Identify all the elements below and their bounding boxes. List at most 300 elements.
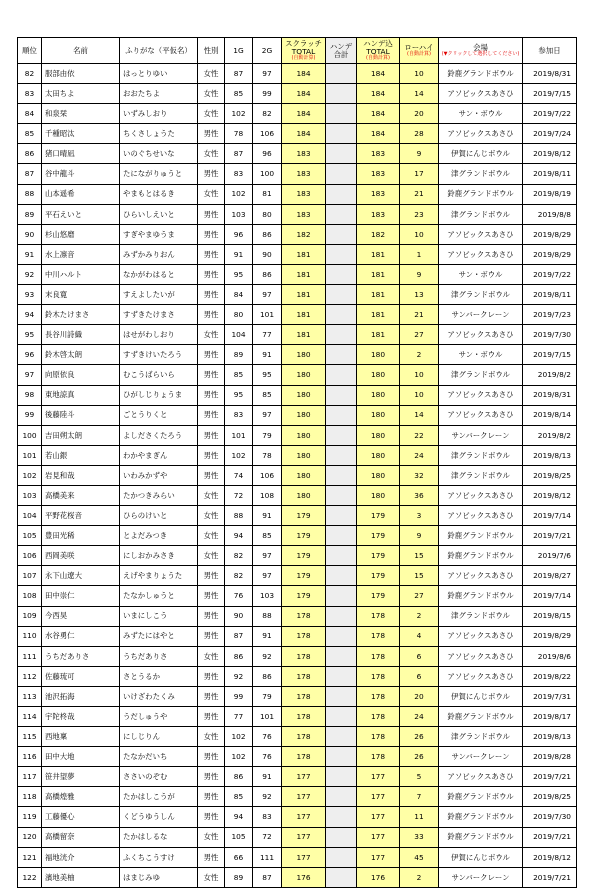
handicap-cell[interactable]	[326, 867, 357, 887]
game-2-cell[interactable]: 82	[253, 104, 282, 124]
game-2-cell[interactable]: 85	[253, 385, 282, 405]
name-cell: 高橋美来	[42, 485, 120, 505]
game-1-cell[interactable]: 82	[225, 546, 253, 566]
game-1-cell[interactable]: 89	[225, 345, 253, 365]
gender-cell: 女性	[198, 325, 225, 345]
rank-cell: 117	[18, 767, 42, 787]
gender-cell: 男性	[198, 465, 225, 485]
gender-cell: 男性	[198, 566, 225, 586]
low-high-cell: 15	[400, 546, 439, 566]
handicap-cell[interactable]	[326, 264, 357, 284]
kana-cell: ささいのぞむ	[120, 767, 198, 787]
date-cell: 2019/7/21	[523, 767, 577, 787]
handicap-cell[interactable]	[326, 767, 357, 787]
game-2-cell[interactable]: 92	[253, 787, 282, 807]
name-cell: 猪口晴凪	[42, 144, 120, 164]
venue-cell[interactable]: 鈴鹿グランドボウル	[439, 827, 523, 847]
header-handicap	[326, 38, 357, 64]
handicap-cell[interactable]	[326, 285, 357, 305]
handicap-cell[interactable]	[326, 526, 357, 546]
gender-cell: 女性	[198, 506, 225, 526]
date-cell: 2019/7/31	[523, 686, 577, 706]
game-2-cell[interactable]: 111	[253, 847, 282, 867]
venue-cell[interactable]: 伊賀にんじボウル	[439, 144, 523, 164]
venue-cell[interactable]: 津グランドボウル	[439, 164, 523, 184]
game-1-cell[interactable]: 66	[225, 847, 253, 867]
table-row	[18, 365, 577, 385]
scratch-total-cell: 178	[282, 747, 326, 767]
low-high-cell: 14	[400, 405, 439, 425]
handicap-total-cell: 179	[357, 566, 400, 586]
game-1-cell[interactable]: 101	[225, 425, 253, 445]
table-row	[18, 184, 577, 204]
handicap-cell[interactable]	[326, 506, 357, 526]
game-1-cell[interactable]: 92	[225, 666, 253, 686]
header-low-high-note: (自動計算)	[407, 51, 431, 58]
game-1-cell[interactable]: 89	[225, 867, 253, 887]
handicap-total-cell: 178	[357, 686, 400, 706]
venue-cell[interactable]: サンバークレーン	[439, 867, 523, 887]
game-1-cell[interactable]: 95	[225, 385, 253, 405]
game-2-cell[interactable]: 106	[253, 124, 282, 144]
name-cell: 高橋煌雅	[42, 787, 120, 807]
game-1-cell[interactable]: 102	[225, 445, 253, 465]
game-2-cell[interactable]: 97	[253, 405, 282, 425]
scratch-total-cell: 178	[282, 646, 326, 666]
handicap-total-cell: 177	[357, 807, 400, 827]
game-2-cell[interactable]: 77	[253, 325, 282, 345]
handicap-cell[interactable]	[326, 747, 357, 767]
venue-cell[interactable]: サン・ボウル	[439, 264, 523, 284]
table-row	[18, 385, 577, 405]
handicap-total-cell: 184	[357, 104, 400, 124]
table-row	[18, 345, 577, 365]
table-row	[18, 767, 577, 787]
game-2-cell[interactable]: 76	[253, 747, 282, 767]
date-cell: 2019/7/22	[523, 264, 577, 284]
gender-cell: 男性	[198, 847, 225, 867]
venue-cell[interactable]: サンバークレーン	[439, 425, 523, 445]
gender-cell: 女性	[198, 546, 225, 566]
game-2-cell[interactable]: 85	[253, 526, 282, 546]
table-row	[18, 566, 577, 586]
game-2-cell[interactable]: 92	[253, 646, 282, 666]
game-1-cell[interactable]: 87	[225, 64, 253, 84]
handicap-cell[interactable]	[326, 666, 357, 686]
game-2-cell[interactable]: 101	[253, 305, 282, 325]
rank-cell: 108	[18, 586, 42, 606]
handicap-cell[interactable]	[326, 485, 357, 505]
kana-cell: たなかしゅうと	[120, 586, 198, 606]
gender-cell: 男性	[198, 707, 225, 727]
game-2-cell[interactable]: 76	[253, 727, 282, 747]
scratch-total-cell: 177	[282, 807, 326, 827]
low-high-cell: 2	[400, 606, 439, 626]
game-1-cell[interactable]: 78	[225, 124, 253, 144]
header-date: 参加日	[523, 38, 577, 64]
handicap-cell[interactable]	[326, 787, 357, 807]
rank-cell: 109	[18, 606, 42, 626]
gender-cell: 男性	[198, 626, 225, 646]
game-2-cell[interactable]: 91	[253, 767, 282, 787]
game-2-cell[interactable]: 99	[253, 84, 282, 104]
venue-cell[interactable]: アソビックスあさひ	[439, 626, 523, 646]
handicap-total-cell: 180	[357, 365, 400, 385]
rank-cell: 122	[18, 867, 42, 887]
game-2-cell[interactable]: 97	[253, 566, 282, 586]
handicap-cell[interactable]	[326, 686, 357, 706]
rank-cell: 103	[18, 485, 42, 505]
game-2-cell[interactable]: 79	[253, 425, 282, 445]
venue-cell[interactable]: アソビックスあさひ	[439, 385, 523, 405]
game-1-cell[interactable]: 87	[225, 144, 253, 164]
game-2-cell[interactable]: 86	[253, 224, 282, 244]
name-cell: 西地稟	[42, 727, 120, 747]
venue-cell[interactable]: アソビックスあさひ	[439, 485, 523, 505]
header-handicap-total	[357, 38, 400, 64]
venue-cell[interactable]: サンバークレーン	[439, 305, 523, 325]
game-1-cell[interactable]: 95	[225, 264, 253, 284]
low-high-cell: 17	[400, 164, 439, 184]
table-row	[18, 104, 577, 124]
handicap-cell[interactable]	[326, 546, 357, 566]
handicap-cell[interactable]	[326, 807, 357, 827]
kana-cell: よしださくたろう	[120, 425, 198, 445]
game-1-cell[interactable]: 102	[225, 184, 253, 204]
handicap-cell[interactable]	[326, 345, 357, 365]
table-row	[18, 144, 577, 164]
game-2-cell[interactable]: 97	[253, 546, 282, 566]
venue-cell[interactable]: 鈴鹿グランドボウル	[439, 787, 523, 807]
game-1-cell[interactable]: 85	[225, 84, 253, 104]
low-high-cell: 27	[400, 586, 439, 606]
low-high-cell: 26	[400, 747, 439, 767]
handicap-cell[interactable]	[326, 144, 357, 164]
venue-cell[interactable]: アソビックスあさひ	[439, 405, 523, 425]
game-2-cell[interactable]: 81	[253, 184, 282, 204]
handicap-total-cell: 178	[357, 626, 400, 646]
ranking-rows	[18, 64, 577, 888]
game-2-cell[interactable]: 88	[253, 606, 282, 626]
date-cell: 2019/7/21	[523, 526, 577, 546]
game-1-cell[interactable]: 94	[225, 526, 253, 546]
handicap-cell[interactable]	[326, 124, 357, 144]
table-row	[18, 204, 577, 224]
low-high-cell: 5	[400, 767, 439, 787]
game-1-cell[interactable]: 102	[225, 747, 253, 767]
venue-cell[interactable]: 津グランドボウル	[439, 285, 523, 305]
low-high-cell: 21	[400, 305, 439, 325]
kana-cell: たかはしこうが	[120, 787, 198, 807]
venue-cell[interactable]: サン・ボウル	[439, 104, 523, 124]
rank-cell: 105	[18, 526, 42, 546]
game-1-cell[interactable]: 86	[225, 646, 253, 666]
game-1-cell[interactable]: 82	[225, 566, 253, 586]
date-cell: 2019/7/14	[523, 586, 577, 606]
game-2-cell[interactable]: 108	[253, 485, 282, 505]
game-2-cell[interactable]: 86	[253, 666, 282, 686]
handicap-cell[interactable]	[326, 626, 357, 646]
low-high-cell: 10	[400, 224, 439, 244]
handicap-cell[interactable]	[326, 727, 357, 747]
venue-cell[interactable]: 伊賀にんじボウル	[439, 686, 523, 706]
kana-cell: おおたちよ	[120, 84, 198, 104]
game-1-cell[interactable]: 96	[225, 224, 253, 244]
venue-cell[interactable]: アソビックスあさひ	[439, 666, 523, 686]
venue-cell[interactable]: 津グランドボウル	[439, 445, 523, 465]
low-high-cell: 2	[400, 867, 439, 887]
low-high-cell: 13	[400, 285, 439, 305]
date-cell: 2019/8/12	[523, 485, 577, 505]
venue-cell[interactable]: 鈴鹿グランドボウル	[439, 184, 523, 204]
gender-cell: 女性	[198, 184, 225, 204]
table-row	[18, 847, 577, 867]
game-2-cell[interactable]: 96	[253, 144, 282, 164]
gender-cell: 女性	[198, 84, 225, 104]
scratch-total-cell: 180	[282, 485, 326, 505]
game-2-cell[interactable]: 90	[253, 244, 282, 264]
name-cell: 山本遥希	[42, 184, 120, 204]
scratch-total-cell: 177	[282, 767, 326, 787]
table-row	[18, 485, 577, 505]
game-1-cell[interactable]: 86	[225, 767, 253, 787]
low-high-cell: 21	[400, 184, 439, 204]
handicap-cell[interactable]	[326, 204, 357, 224]
game-1-cell[interactable]: 91	[225, 244, 253, 264]
table-row	[18, 224, 577, 244]
venue-cell[interactable]: サン・ボウル	[439, 345, 523, 365]
venue-cell[interactable]: 鈴鹿グランドボウル	[439, 707, 523, 727]
game-2-cell[interactable]: 95	[253, 365, 282, 385]
table-row	[18, 526, 577, 546]
venue-cell[interactable]: 鈴鹿グランドボウル	[439, 546, 523, 566]
game-1-cell[interactable]: 105	[225, 827, 253, 847]
game-1-cell[interactable]: 84	[225, 285, 253, 305]
game-2-cell[interactable]: 80	[253, 204, 282, 224]
kana-cell: たかはしるな	[120, 827, 198, 847]
name-cell: 豊田光稀	[42, 526, 120, 546]
low-high-cell: 22	[400, 425, 439, 445]
game-1-cell[interactable]: 77	[225, 707, 253, 727]
venue-cell[interactable]: 津グランドボウル	[439, 204, 523, 224]
handicap-cell[interactable]	[326, 606, 357, 626]
venue-cell[interactable]: 鈴鹿グランドボウル	[439, 807, 523, 827]
game-1-cell[interactable]: 83	[225, 164, 253, 184]
venue-cell[interactable]: 津グランドボウル	[439, 727, 523, 747]
gender-cell: 男性	[198, 164, 225, 184]
game-2-cell[interactable]: 91	[253, 345, 282, 365]
table-row	[18, 686, 577, 706]
rank-cell: 89	[18, 204, 42, 224]
handicap-cell[interactable]	[326, 385, 357, 405]
name-cell: 吉田朔太朗	[42, 425, 120, 445]
game-1-cell[interactable]: 94	[225, 807, 253, 827]
rank-cell: 107	[18, 566, 42, 586]
date-cell: 2019/8/28	[523, 747, 577, 767]
date-cell: 2019/7/15	[523, 345, 577, 365]
scratch-total-cell: 184	[282, 124, 326, 144]
game-1-cell[interactable]: 102	[225, 104, 253, 124]
gender-cell: 男性	[198, 244, 225, 264]
rank-cell: 83	[18, 84, 42, 104]
date-cell: 2019/8/14	[523, 405, 577, 425]
game-2-cell[interactable]: 103	[253, 586, 282, 606]
rank-cell: 118	[18, 787, 42, 807]
game-1-cell[interactable]: 99	[225, 686, 253, 706]
game-1-cell[interactable]: 104	[225, 325, 253, 345]
game-1-cell[interactable]: 88	[225, 506, 253, 526]
header-scratch-total	[282, 38, 326, 64]
table-row	[18, 867, 577, 887]
scratch-total-cell: 178	[282, 707, 326, 727]
venue-cell[interactable]: アソビックスあさひ	[439, 325, 523, 345]
game-2-cell[interactable]: 97	[253, 64, 282, 84]
handicap-cell[interactable]	[326, 64, 357, 84]
venue-cell[interactable]: アソビックスあさひ	[439, 566, 523, 586]
game-1-cell[interactable]: 83	[225, 405, 253, 425]
handicap-total-cell: 180	[357, 485, 400, 505]
game-1-cell[interactable]: 76	[225, 586, 253, 606]
table-row	[18, 707, 577, 727]
venue-cell[interactable]: 伊賀にんじボウル	[439, 847, 523, 867]
venue-cell[interactable]: 鈴鹿グランドボウル	[439, 64, 523, 84]
game-2-cell[interactable]: 72	[253, 827, 282, 847]
rank-cell: 84	[18, 104, 42, 124]
scratch-total-cell: 184	[282, 84, 326, 104]
gender-cell: 男性	[198, 124, 225, 144]
venue-cell[interactable]: アソビックスあさひ	[439, 506, 523, 526]
rank-cell: 98	[18, 385, 42, 405]
scratch-total-cell: 178	[282, 666, 326, 686]
gender-cell: 女性	[198, 485, 225, 505]
name-cell: 佐藤琉可	[42, 666, 120, 686]
gender-cell: 女性	[198, 827, 225, 847]
game-1-cell[interactable]: 74	[225, 465, 253, 485]
venue-cell[interactable]: 津グランドボウル	[439, 465, 523, 485]
handicap-cell[interactable]	[326, 707, 357, 727]
game-1-cell[interactable]: 90	[225, 606, 253, 626]
venue-cell[interactable]: アソビックスあさひ	[439, 84, 523, 104]
handicap-cell[interactable]	[326, 425, 357, 445]
name-cell: 水上凛音	[42, 244, 120, 264]
handicap-total-cell: 180	[357, 345, 400, 365]
venue-cell[interactable]: アソビックスあさひ	[439, 646, 523, 666]
name-cell: 谷中龍斗	[42, 164, 120, 184]
scratch-total-cell: 178	[282, 727, 326, 747]
date-cell: 2019/8/12	[523, 847, 577, 867]
handicap-cell[interactable]	[326, 184, 357, 204]
game-2-cell[interactable]: 91	[253, 626, 282, 646]
game-2-cell[interactable]: 86	[253, 264, 282, 284]
handicap-total-cell: 180	[357, 405, 400, 425]
table-row	[18, 244, 577, 264]
handicap-cell[interactable]	[326, 465, 357, 485]
game-1-cell[interactable]: 87	[225, 626, 253, 646]
date-cell: 2019/8/29	[523, 244, 577, 264]
handicap-cell[interactable]	[326, 365, 357, 385]
date-cell: 2019/8/29	[523, 224, 577, 244]
name-cell: 長谷川詩織	[42, 325, 120, 345]
game-2-cell[interactable]: 79	[253, 686, 282, 706]
handicap-cell[interactable]	[326, 244, 357, 264]
low-high-cell: 15	[400, 566, 439, 586]
game-2-cell[interactable]: 78	[253, 445, 282, 465]
rank-cell: 90	[18, 224, 42, 244]
low-high-cell: 3	[400, 506, 439, 526]
game-1-cell[interactable]: 85	[225, 787, 253, 807]
kana-cell: いまにしこう	[120, 606, 198, 626]
handicap-cell[interactable]	[326, 445, 357, 465]
rank-cell: 119	[18, 807, 42, 827]
date-cell: 2019/8/29	[523, 626, 577, 646]
scratch-total-cell: 183	[282, 164, 326, 184]
handicap-cell[interactable]	[326, 566, 357, 586]
low-high-cell: 11	[400, 807, 439, 827]
date-cell: 2019/8/19	[523, 184, 577, 204]
venue-cell[interactable]: アソビックスあさひ	[439, 244, 523, 264]
game-1-cell[interactable]: 80	[225, 305, 253, 325]
handicap-cell[interactable]	[326, 305, 357, 325]
handicap-cell[interactable]	[326, 325, 357, 345]
venue-cell[interactable]: アソビックスあさひ	[439, 124, 523, 144]
game-1-cell[interactable]: 103	[225, 204, 253, 224]
venue-cell[interactable]: サンバークレーン	[439, 747, 523, 767]
handicap-cell[interactable]	[326, 224, 357, 244]
venue-cell[interactable]: 鈴鹿グランドボウル	[439, 526, 523, 546]
game-2-cell[interactable]: 100	[253, 164, 282, 184]
header-rank: 順位	[18, 38, 42, 64]
name-cell: 田中大地	[42, 747, 120, 767]
game-2-cell[interactable]: 101	[253, 707, 282, 727]
date-cell: 2019/7/30	[523, 325, 577, 345]
venue-cell[interactable]: 津グランドボウル	[439, 606, 523, 626]
date-cell: 2019/7/24	[523, 124, 577, 144]
table-row	[18, 405, 577, 425]
handicap-cell[interactable]	[326, 104, 357, 124]
kana-cell: はまじみゆ	[120, 867, 198, 887]
handicap-cell[interactable]	[326, 586, 357, 606]
handicap-cell[interactable]	[326, 646, 357, 666]
game-1-cell[interactable]: 85	[225, 365, 253, 385]
game-2-cell[interactable]: 91	[253, 506, 282, 526]
handicap-cell[interactable]	[326, 827, 357, 847]
ranking-sheet	[17, 37, 576, 888]
game-2-cell[interactable]: 97	[253, 285, 282, 305]
game-1-cell[interactable]: 72	[225, 485, 253, 505]
venue-cell[interactable]: 津グランドボウル	[439, 365, 523, 385]
game-2-cell[interactable]: 106	[253, 465, 282, 485]
low-high-cell: 14	[400, 84, 439, 104]
low-high-cell: 10	[400, 64, 439, 84]
game-2-cell[interactable]: 83	[253, 807, 282, 827]
game-1-cell[interactable]: 102	[225, 727, 253, 747]
low-high-cell: 9	[400, 264, 439, 284]
venue-cell[interactable]: 鈴鹿グランドボウル	[439, 586, 523, 606]
game-2-cell[interactable]: 87	[253, 867, 282, 887]
handicap-cell[interactable]	[326, 164, 357, 184]
venue-cell[interactable]: アソビックスあさひ	[439, 224, 523, 244]
venue-cell[interactable]: アソビックスあさひ	[439, 767, 523, 787]
name-cell: 服部由依	[42, 64, 120, 84]
kana-cell: ごとうりくと	[120, 405, 198, 425]
gender-cell: 男性	[198, 747, 225, 767]
scratch-total-cell: 177	[282, 847, 326, 867]
gender-cell: 女性	[198, 727, 225, 747]
name-cell: 中川ハルト	[42, 264, 120, 284]
handicap-cell[interactable]	[326, 84, 357, 104]
handicap-cell[interactable]	[326, 847, 357, 867]
handicap-cell[interactable]	[326, 405, 357, 425]
